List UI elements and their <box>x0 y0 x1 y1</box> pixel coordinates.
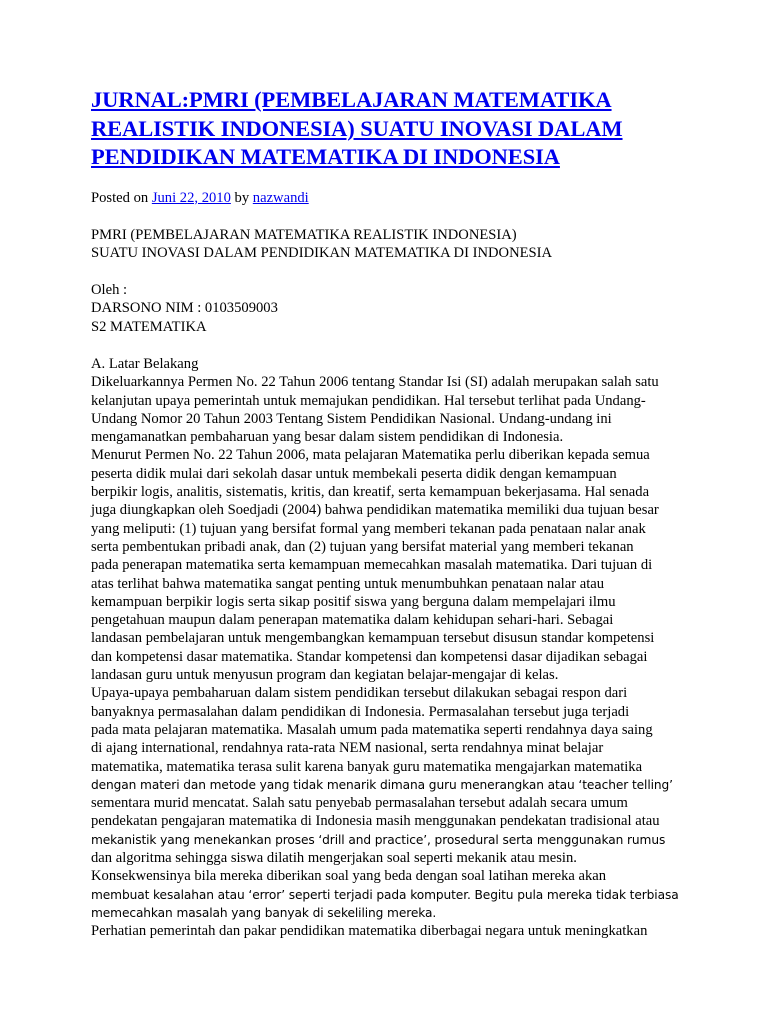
paragraph-line: berpikir logis, analitis, sistematis, kritis, dan kreatif, serta kemampuan bekerjasama. Hal senada <box>91 484 650 501</box>
paragraph-line: landasan pembelajaran untuk mengembangkan kemampuan tersebut disusun standar kompetensi <box>91 630 655 647</box>
paragraph-line: dan algoritma sehingga siswa dilatih mengerjakan soal seperti mekanik atau mesin. <box>91 850 577 866</box>
paragraph-line: mengamanatkan pembaharuan yang besar dalam sistem pendidikan di Indonesia. <box>91 429 564 446</box>
post-date-link[interactable]: Juni 22, 2010 <box>151 189 231 206</box>
article-body <box>91 355 681 941</box>
article-heading-block <box>91 226 681 263</box>
paragraph-line: kelanjutan upaya pemerintah untuk memajukan pendidikan. Hal tersebut terlihat pada Undang- <box>91 392 646 409</box>
paragraph-line: pendekatan pengajaran matematika di Indonesia masih menggunakan pendekatan tradisional atau <box>91 813 660 830</box>
paragraph-line: mekanistik yang menekankan proses ‘drill and practice’, prosedural serta menggunakan rumus <box>91 832 666 847</box>
article-heading-line: PMRI (PEMBELAJARAN MATEMATIKA REALISTIK INDONESIA) <box>91 226 517 243</box>
article-title-link[interactable] <box>91 86 681 172</box>
author-link[interactable]: nazwandi <box>252 189 309 206</box>
paragraph-line: Undang Nomor 20 Tahun 2003 Tentang Sistem Pendidikan Nasional. Undang-undang ini <box>91 410 612 427</box>
paragraph-line: Konsekwensinya bila mereka diberikan soal yang beda dengan soal latihan mereka akan <box>91 868 607 885</box>
paragraph-line: pengetahuan maupun dalam penerapan matematika dalam kehidupan sehari-hari. Sebagai <box>91 612 614 629</box>
paragraph-line: landasan guru untuk menyusun program dan kegiatan belajar-mengajar di kelas. <box>91 667 559 684</box>
paragraph-line: atas terlihat bahwa matematika sangat penting untuk menumbuhkan penataan nalar atau <box>91 575 605 592</box>
by-label: by <box>234 189 250 206</box>
article-title-line[interactable]: REALISTIK INDONESIA) SUATU INOVASI DALAM <box>91 115 623 141</box>
posted-on-label: Posted on <box>91 189 149 206</box>
paragraph-line: juga diungkapkan oleh Soedjadi (2004) bahwa pendidikan matematika memiliki dua tujuan besar <box>91 502 659 519</box>
author-info-line: DARSONO NIM : 0103509003 <box>91 300 278 317</box>
paragraph-line: Dikeluarkannya Permen No. 22 Tahun 2006 tentang Standar Isi (SI) adalah merupakan salah satu <box>91 374 659 391</box>
paragraph-line: dengan materi dan metode yang tidak menarik dimana guru menerangkan atau ‘teacher telling’ <box>91 777 673 792</box>
paragraph-line: kemampuan berpikir logis serta sikap positif siswa yang berguna dalam mempelajari ilmu <box>91 593 616 610</box>
paragraph-line: membuat kesalahan atau ‘error’ seperti terjadi pada komputer. Begitu pula mereka tidak terbiasa <box>91 887 679 902</box>
article-heading-line: SUATU INOVASI DALAM PENDIDIKAN MATEMATIKA DI INDONESIA <box>91 244 553 261</box>
paragraph-line: matematika, matematika terasa sulit karena banyak guru matematika mengajarkan matematika <box>91 758 643 775</box>
paragraph-line: Menurut Permen No. 22 Tahun 2006, mata pelajaran Matematika perlu diberikan kepada semua <box>91 447 650 464</box>
paragraph-line: Perhatian pemerintah dan pakar pendidikan matematika diberbagai negara untuk meningkatkan <box>91 923 648 940</box>
paragraph-line: sementara murid mencatat. Salah satu penyebab permasalahan tersebut adalah secara umum <box>91 795 628 812</box>
paragraph-line: peserta didik mulai dari sekolah dasar untuk membekali peserta didik dengan kemampuan <box>91 465 617 482</box>
paragraph-line: serta pembentukan pribadi anak, dan (2) tujuan yang bersifat material yang memberi tekanan <box>91 538 634 555</box>
paragraph-line: pada penerapan matematika serta kemampuan memecahkan masalah matematika. Dari tujuan di <box>91 557 653 574</box>
paragraph-line: memecahkan masalah yang banyak di sekeliling mereka. <box>91 905 437 920</box>
paragraph-line: di ajang international, rendahnya rata-rata NEM nasional, serta rendahnya minat belajar <box>91 740 604 757</box>
paragraph-line: banyaknya permasalahan dalam pendidikan di Indonesia. Permasalahan tersebut juga terjadi <box>91 703 630 720</box>
author-info-block <box>91 281 681 336</box>
author-info-line: S2 MATEMATIKA <box>91 318 207 335</box>
paragraph-line: Upaya-upaya pembaharuan dalam sistem pendidikan tersebut dilakukan sebagai respon dari <box>91 685 628 702</box>
paragraph-line: yang meliputi: (1) tujuan yang bersifat formal yang memberi tekanan pada penataan nalar anak <box>91 520 646 537</box>
article-title-line[interactable]: PENDIDIKAN MATEMATIKA DI INDONESIA <box>91 144 560 169</box>
post-meta <box>91 189 681 207</box>
paragraph-line: pada mata pelajaran matematika. Masalah umum pada matematika seperti rendahnya daya saing <box>91 721 653 738</box>
article-title-line[interactable]: JURNAL:PMRI (PEMBELAJARAN MATEMATIKA <box>91 87 612 112</box>
article <box>91 86 681 940</box>
section-heading: A. Latar Belakang <box>91 355 199 372</box>
paragraph-line: dan kompetensi dasar matematika. Standar kompetensi dan kompetensi dasar dijadikan sebagai <box>91 648 648 665</box>
author-info-line: Oleh : <box>91 282 128 299</box>
